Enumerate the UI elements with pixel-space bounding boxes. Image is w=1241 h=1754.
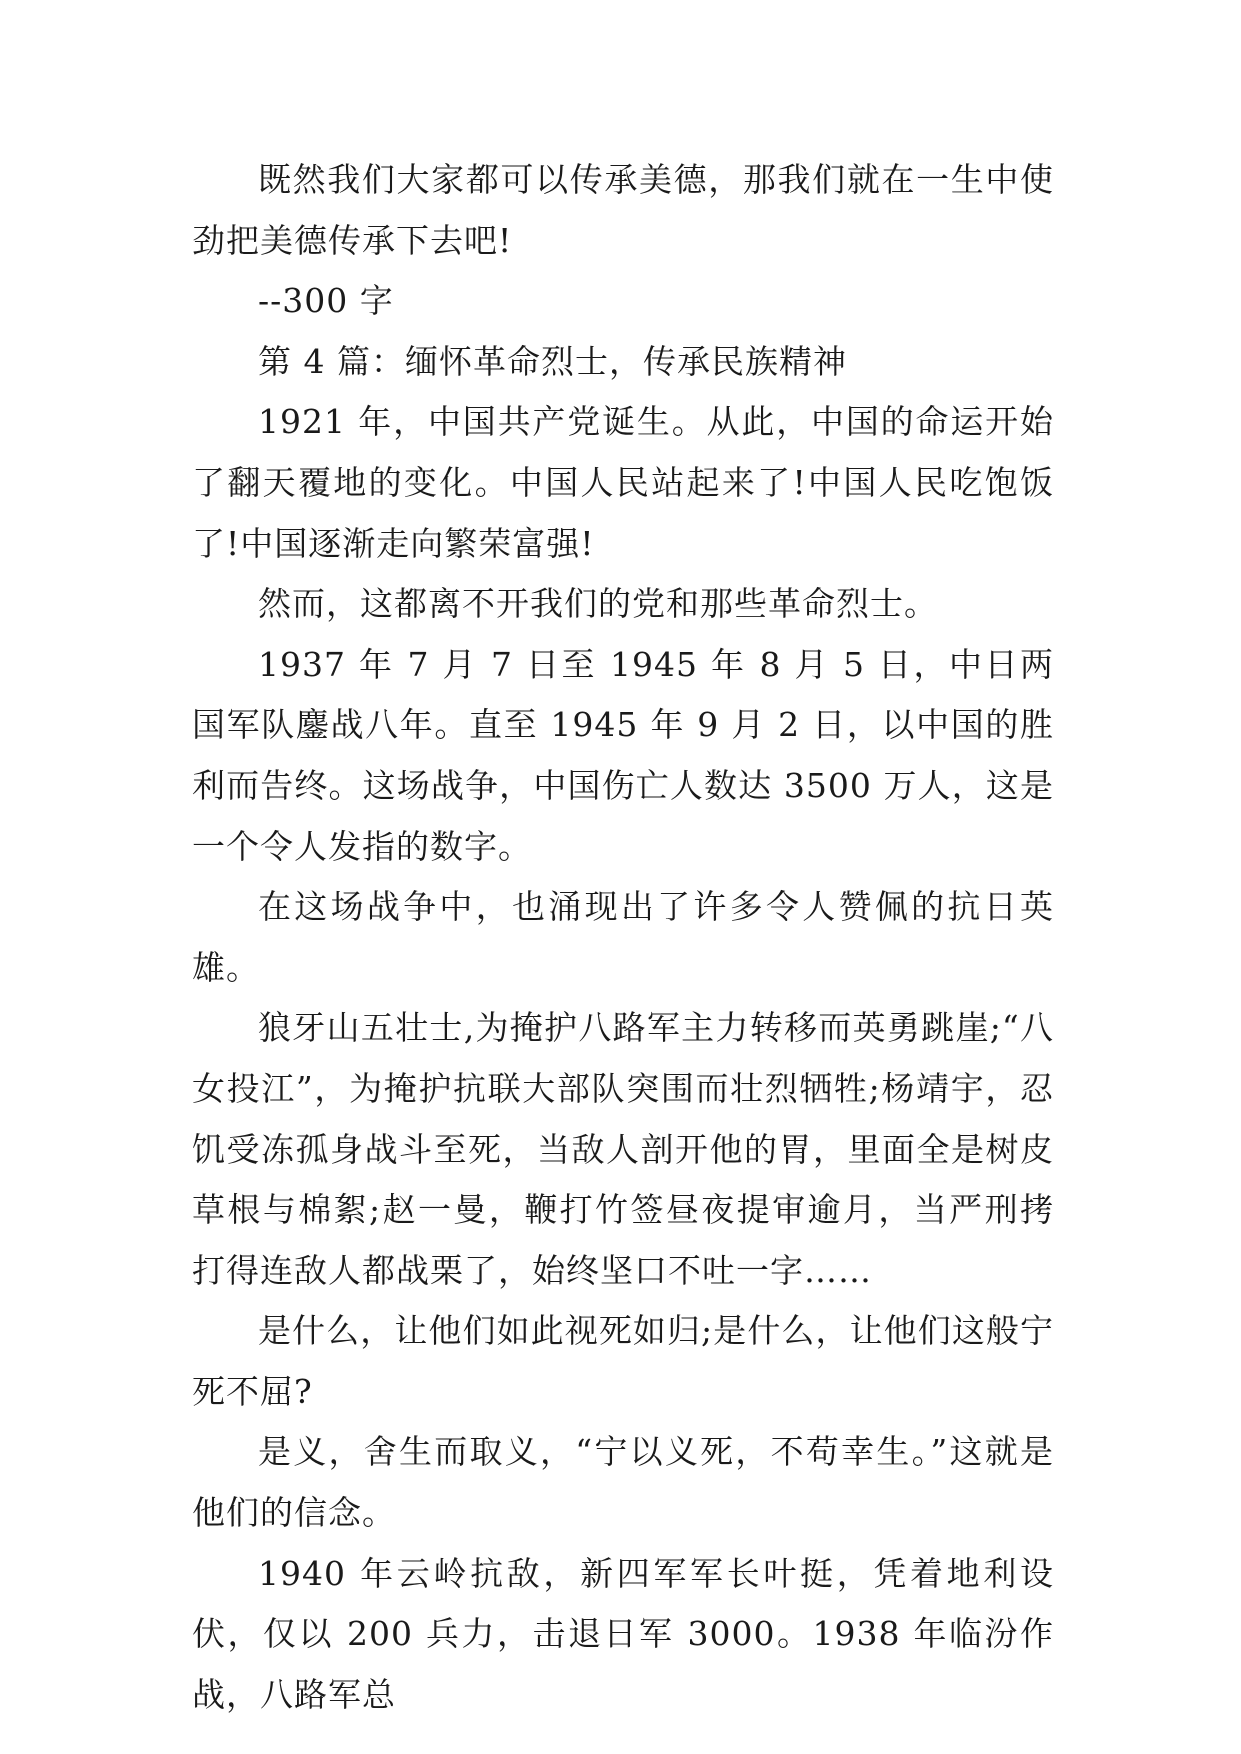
paragraph-9: 是义，舍生而取义，“宁以义死，不苟幸生。”这就是他们的信念。 [192, 1432, 1054, 1533]
paragraph-10: 1940 年云岭抗敌，新四军军长叶挺，凭着地利设伏，仅以 200 兵力，击退日军 3000。1938 年临汾作战，八路军总 [192, 1553, 1054, 1714]
paragraph-6: 在这场战争中，也涌现出了许多令人赞佩的抗日英雄。 [192, 887, 1054, 987]
paragraph-4: 然而，这都离不开我们的党和那些革命烈士。 [258, 584, 938, 624]
section-heading: 第 4 篇：缅怀革命烈士，传承民族精神 [258, 341, 847, 381]
paragraph-5: 1937 年 7 月 7 日至 1945 年 8 月 5 日，中日两国军队鏖战八年。直至 1945 年 9 月 2 日，以中国的胜利而告终。这场战争，中国伤亡人数达 3500 万人，这是一个令人发指的数字。 [192, 644, 1054, 866]
paragraph-7: 狼牙山五壮士,为掩护八路军主力转移而英勇跳崖;“八女投江”，为掩护抗联大部队突围而壮烈牺牲;杨靖宇，忍饥受冻孤身战斗至死，当敌人剖开他的胃，里面全是树皮草根与棉絮;赵一曼，鞭打竹签昼夜提审逾月，当严刑拷打得连敌人都战栗了，始终坚口不吐一字…… [192, 1008, 1054, 1290]
paragraph-2: --300 字 [258, 281, 394, 321]
paragraph-3: 1921 年，中国共产党诞生。从此，中国的命运开始了翻天覆地的变化。中国人民站起来了!中国人民吃饱饭了!中国逐渐走向繁荣富强! [192, 402, 1054, 563]
document-body [192, 150, 1054, 1725]
paragraph-1: 既然我们大家都可以传承美德，那我们就在一生中使劲把美德传承下去吧! [192, 160, 1054, 260]
paragraph-8: 是什么，让他们如此视死如归;是什么，让他们这般宁死不屈? [192, 1311, 1054, 1411]
